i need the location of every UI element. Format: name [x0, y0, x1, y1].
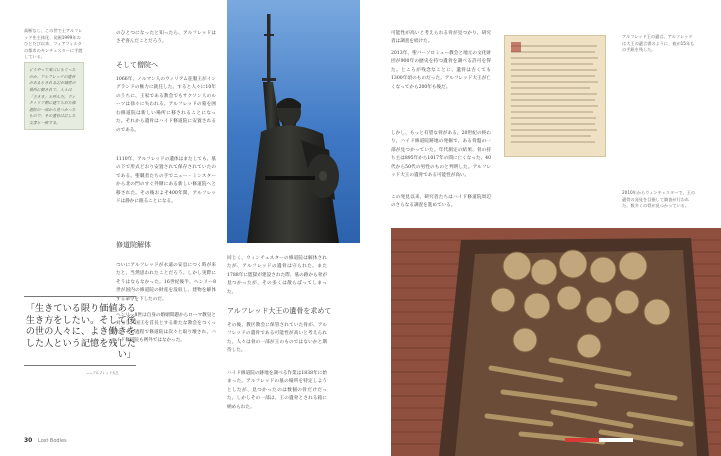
page-number: 30 [24, 437, 33, 444]
body-column-7: ハイド修道院の跡地を調べる作業は1838年に始まった。アルフレッドの墓の場所を特定しようとしたが、見つかったのは数個の骨だけだった。しかしその一部は、王の遺骨とされる箱に納められた。 [227, 371, 327, 410]
manuscript-caption: アルフレッド王の遺言。アルフレッドは大王の遺言書のように、彼が15年もの手紙を残した。 [622, 34, 695, 52]
heading-alfred-search: アルフレッド大王の遺骨を求めて [227, 307, 332, 315]
body-column-2: 1110年、アルフレッドの遺体はまたしても、墓の下で形式どおり安置されて保存されていたのである。聖職者たちの手でニュー・ミンスターから北の門のすぐ外側にある新しい修道院へと移された。その後およそ400年間、アルフレッドは静かに眠ることになる。 [116, 157, 216, 205]
heading-sosite-souin: そして僧院へ [116, 61, 158, 69]
excavation-illustration [391, 228, 721, 456]
sidebar-text: どうやって巣穴にもぐったのか、アルフレッドの遺骨があるとされる記が城壁の場所に掘されて、人々は「王さま」と呼んだ。ヴィクトリア朝に建てられた修道院の一部から見つかったもので、その遺骨は記した文書と一致する。 [29, 67, 76, 126]
footer-title: Lost Bodies [38, 438, 67, 444]
body-column-6: その後、教区教会に保管されていた骨が、アルフレッドの遺骨である可能性が高いと考えられた。人々は骨の一部が王のものではないかと期待した。 [227, 323, 327, 354]
excavation-caption: 2010年からウィンチェスターで、王の遺骨の発見を目指して調査が行われた。数多くの骨が見つかっている。 [622, 190, 696, 208]
manuscript-photo [504, 35, 606, 157]
body-column-10: この発見以来、研究者たちはハイド修道院周辺のさらなる調査を進めている。 [391, 195, 491, 209]
manuscript-illustration [505, 36, 605, 156]
intro-text: のひとつになったと知ったら、アルフレッドはさぞ喜んだことだろう。 [116, 31, 216, 45]
excavation-photo [391, 228, 721, 456]
heading-shuudouin-kaitai: 修道院解体 [116, 241, 151, 249]
body-column-8: 2013年、聖バーソロミュー教会と地元の文化財団が900年の歴史を持つ遺骨を調べる許可を得た。ところが残念なことに、遺骨は古くても1300年頃のものだった。アルフレッド大王が亡くなってから200年も後だ。 [391, 51, 491, 90]
body-column-5: 同じく、ウィンチェスターの修道院は解体されたが、アルフレッドの遺骨は守られた。また1788年に監獄が建設された際、墓の跡から骨が見つかったが、その多くは散らばってしまった。 [227, 256, 327, 295]
pull-quote: 「生きている限り価値ある生き方をしたい。そして後の世の人々に、よき働きをした人という記憶を残したい」 [24, 296, 136, 366]
quote-credit: ——アルフレッド大王 [86, 371, 119, 375]
right-top-text: 可能性が高いと考えられる骨が見つかり、研究者は調査を続けた。 [391, 31, 491, 45]
body-column-4: ヘンリー8世は自身の婚姻問題からローマ教皇と対立し、国王を首長とする新たな教会をつくった。その過程で修道院は次々と取り壊され、ハイド修道院も例外ではなかった。 [116, 313, 216, 344]
body-column-1: 1066年、ノルマン人のウィリアム征服王がイングランドの権力に就任した。すると人々に10年のうちに、王家である教会でもサクソン人のルーツは徐々に失われる。アルフレッドの墓を囲む修道院は新しい場所に移されることになった。それから遺骨はハイド修道院に安置されるのである。 [116, 77, 216, 133]
sidebar-box [24, 62, 84, 130]
body-column-3: ついにアルフレッドが永遠の安息につく時が来たと、当然思われたことだろう。しかし実際にそうはならなかった。16世紀後半、ヘンリー8世が国内の修道院の財産を没収し、建物を解体する命令を下したのだ。 [116, 263, 216, 302]
body-column-9: しかし、もっと有望な骨がある。20世紀の終わり、ハイド修道院跡地の発掘で、ある骨盤の一部が見つかっていた。年代測定の結果、骨の持ち主は895年から1017年の間に亡くなった、40代から50代の男性のものと判明した。アルフレッド大王の遺骨である可能性が高い。 [391, 131, 491, 179]
statue-photo [227, 0, 360, 243]
statue-illustration [227, 0, 360, 243]
left-top-caption: 高断なし、この世で土アルフレッドを主体化、発掘1999年のひとたび以来、フィアフィルタの都市のキンチェスターに手渡している。 [24, 28, 83, 59]
